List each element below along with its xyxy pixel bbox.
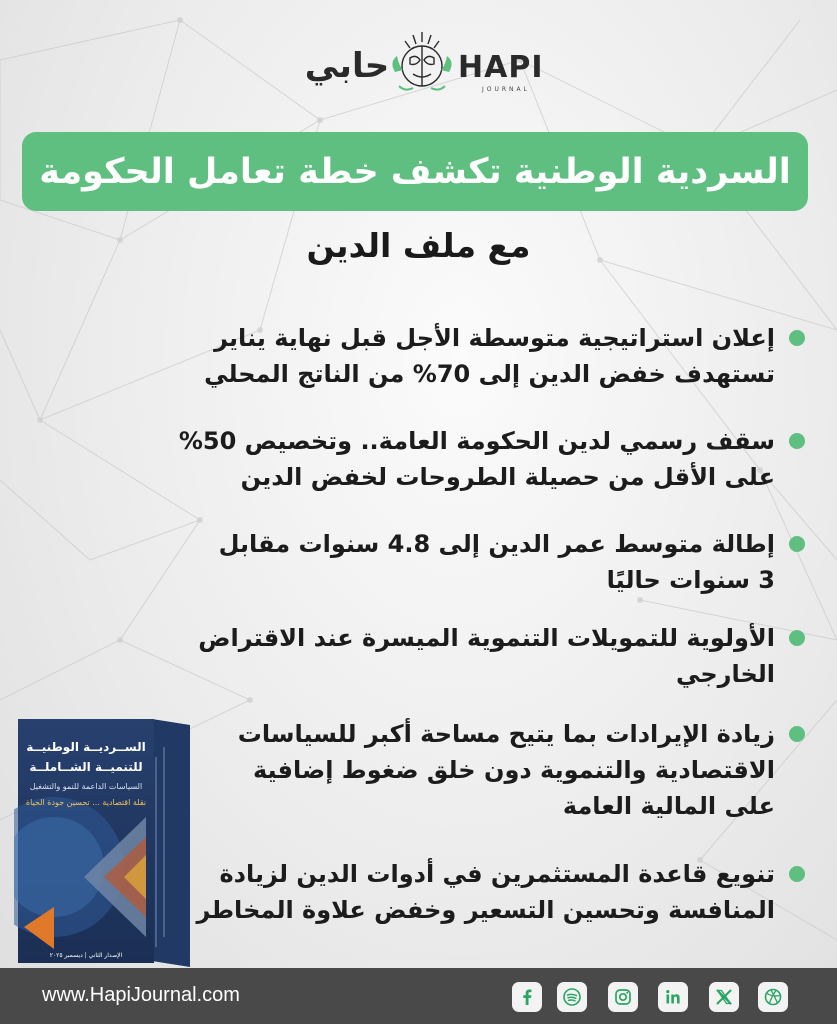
book-edition: الإصدار الثاني | ديسمبر ٢٠٢٥	[49, 952, 123, 959]
x-icon[interactable]	[709, 982, 739, 1012]
report-book-image	[14, 717, 192, 969]
bullet-line: سقف رسمي لدين الحكومة العامة.. وتخصيص 50%	[178, 427, 775, 455]
bullet-item	[175, 320, 805, 392]
bullet-item	[175, 620, 805, 692]
bullet-line: على الأقل من حصيلة الطروحات لخفض الدين	[240, 463, 775, 491]
bullet-line: على المالية العامة	[562, 792, 775, 820]
brand-name-en: HAPI	[458, 50, 544, 85]
bullet-dot-icon	[789, 330, 805, 346]
linkedin-icon[interactable]	[658, 982, 688, 1012]
bullet-dot-icon	[789, 630, 805, 646]
dribbble-icon[interactable]	[758, 982, 788, 1012]
bullet-line: إطالة متوسط عمر الدين إلى 4.8 سنوات مقابل	[218, 530, 775, 558]
bullet-line: الخارجي	[676, 660, 775, 688]
book-title-1: الســرديــة الوطنيــة	[26, 740, 146, 754]
bullet-line: 3 سنوات حاليًا	[606, 566, 775, 594]
bullet-line: تنويع قاعدة المستثمرين في أدوات الدين لزيادة	[219, 860, 775, 888]
book-tagline: نقلة اقتصادية ... تحسين جودة الحياة	[25, 798, 147, 807]
spotify-icon[interactable]	[557, 982, 587, 1012]
pharaoh-emblem-icon	[383, 26, 461, 104]
bullet-item	[175, 526, 805, 598]
headline-line-2: مع ملف الدين	[306, 226, 531, 265]
headline-line-1: السردية الوطنية تكشف خطة تعامل الحكومة	[39, 151, 791, 192]
title-banner	[22, 132, 808, 211]
brand-sub-en: JOURNAL	[482, 86, 530, 93]
bullet-line: إعلان استراتيجية متوسطة الأجل قبل نهاية يناير	[214, 324, 775, 352]
bullet-line: الأولوية للتمويلات التنموية الميسرة عند الاقتراض	[198, 624, 775, 652]
brand-logo[interactable]	[0, 26, 837, 104]
bullet-item	[175, 423, 805, 495]
bullet-line: الاقتصادية والتنموية دون خلق ضغوط إضافية	[252, 756, 775, 784]
bullet-line: المنافسة وتحسين التسعير وخفض علاوة المخاطر	[196, 896, 775, 924]
bullet-dot-icon	[789, 726, 805, 742]
brand-name-ar: حابي	[304, 46, 390, 86]
footer	[0, 968, 837, 1024]
instagram-icon[interactable]	[608, 982, 638, 1012]
bullet-item	[175, 716, 805, 824]
bullet-dot-icon	[789, 433, 805, 449]
book-subtitle: السياسات الداعمة للنمو والتشغيل	[29, 782, 143, 791]
facebook-icon[interactable]	[512, 982, 542, 1012]
bullet-line: تستهدف خفض الدين إلى 70% من الناتج المحلي	[204, 360, 775, 388]
book-title-2: للتنميــة الشــاملــة	[29, 760, 143, 774]
bullet-dot-icon	[789, 866, 805, 882]
bullet-dot-icon	[789, 536, 805, 552]
website-link[interactable]: www.HapiJournal.com	[42, 984, 240, 1006]
bullet-item	[175, 856, 805, 928]
bullet-line: زيادة الإيرادات بما يتيح مساحة أكبر للسياسات	[237, 720, 775, 748]
